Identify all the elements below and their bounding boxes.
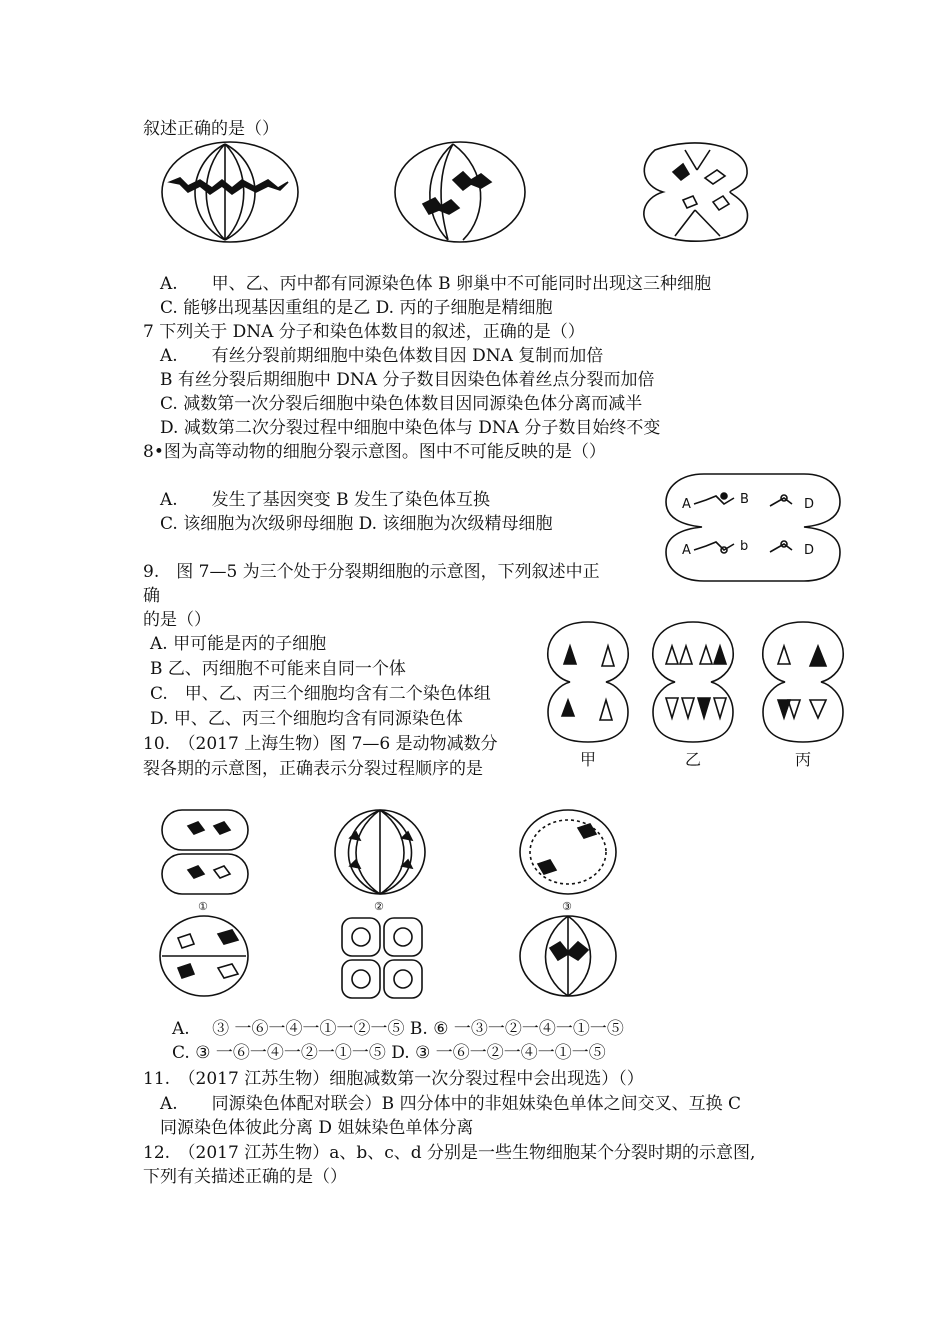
q6-stem: 叙述正确的是（） (143, 119, 279, 139)
q6-cell-figure-1 (160, 140, 300, 245)
q9-option-b: B 乙、丙细胞不可能来自同一个体 (150, 659, 406, 679)
q10-fig-label-1: ① (198, 900, 208, 913)
q11-options-line2: 同源染色体彼此分离 D 姐妹染色单体分离 (160, 1118, 474, 1138)
q7-option-d: D. 减数第二次分裂过程中细胞中染色体与 DNA 分子数目始终不变 (160, 418, 661, 438)
q9-stem-line2: 确 (143, 586, 160, 606)
q11-options-line1: A. 同源染色体配对联会）B 四分体中的非姐妹染色单体之间交叉、互换 C (160, 1094, 741, 1114)
q8-options-ab: A. 发生了基因突变 B 发生了染色体互换 (160, 490, 490, 510)
q10-fig-label-3: ③ (562, 900, 572, 913)
q7-option-b: B 有丝分裂后期细胞中 DNA 分子数目因染色体着丝点分裂而加倍 (160, 370, 655, 390)
q6-cell-figure-3 (635, 140, 760, 245)
q7-option-c: C. 减数第一次分裂后细胞中染色体数目因同源染色体分离而减半 (160, 394, 643, 414)
q6-options-cd: C. 能够出现基因重组的是乙 D. 丙的子细胞是精细胞 (160, 298, 553, 318)
q10-fig-label-2: ② (374, 900, 384, 913)
q7-stem: 7 下列关于 DNA 分子和染色体数目的叙述，正确的是（） (143, 322, 585, 342)
q8-fig-label-2: B (740, 492, 749, 507)
q7-option-a: A. 有丝分裂前期细胞中染色体数目因 DNA 复制而加倍 (160, 346, 604, 366)
q6-cell-figure-2 (393, 140, 528, 245)
q6-options-ab: A. 甲、乙、丙中都有同源染色体 B 卵巢中不可能同时出现这三种细胞 (160, 274, 711, 294)
q12-stem-line2: 下列有关描述正确的是（） (143, 1167, 347, 1187)
q12-stem-line1: 12. （2017 江苏生物）a、b、c、d 分别是一些生物细胞某个分裂时期的示意图, (143, 1143, 756, 1163)
q10-options-ab: A. ③ 一⑥一④一①一②一⑤ B. ⑥ 一③一②一④一①一⑤ (172, 1019, 624, 1039)
q8-fig-label-5: b (740, 539, 749, 554)
q8-fig-label-4: A (682, 543, 691, 558)
q9-fig-label-jia: 甲 (580, 750, 597, 769)
q8-fig-label-1: A (682, 497, 691, 512)
q8-fig-label-3: D (804, 497, 815, 512)
q8-fig-label-6: D (804, 543, 815, 558)
q10-stages-figure (158, 808, 628, 1000)
q9-stem-line3: 的是（） (143, 610, 211, 630)
q9-option-a: A. 甲可能是丙的子细胞 (150, 634, 327, 654)
q9-option-d: D. 甲、乙、丙三个细胞均含有同源染色体 (150, 709, 463, 729)
q9-fig-label-bing: 丙 (795, 750, 812, 769)
q9-stem-line1: 9. 图 7—5 为三个处于分裂期细胞的示意图，下列叙述中正 (143, 562, 600, 582)
q10-stem-line2: 裂各期的示意图，正确表示分裂过程顺序的是 (143, 759, 483, 779)
q8-options-cd: C. 该细胞为次级卵母细胞 D. 该细胞为次级精母细胞 (160, 514, 553, 534)
q10-stem-line1: 10. （2017 上海生物）图 7—6 是动物减数分 (143, 734, 498, 754)
q9-fig-label-yi: 乙 (685, 750, 702, 769)
q9-cells-figure (548, 620, 846, 770)
q10-options-cd: C. ③ 一⑥一④一②一①一⑤ D. ③ 一⑥一②一④一①一⑤ (172, 1043, 606, 1063)
q8-stem: 8•图为高等动物的细胞分裂示意图。图中不可能反映的是（） (143, 442, 606, 462)
q8-cell-figure (664, 470, 842, 585)
q11-stem: 11. （2017 江苏生物）细胞减数第一次分裂过程中会出现选）（） (143, 1069, 644, 1089)
q9-option-c: C. 甲、乙、丙三个细胞均含有二个染色体组 (150, 684, 491, 704)
